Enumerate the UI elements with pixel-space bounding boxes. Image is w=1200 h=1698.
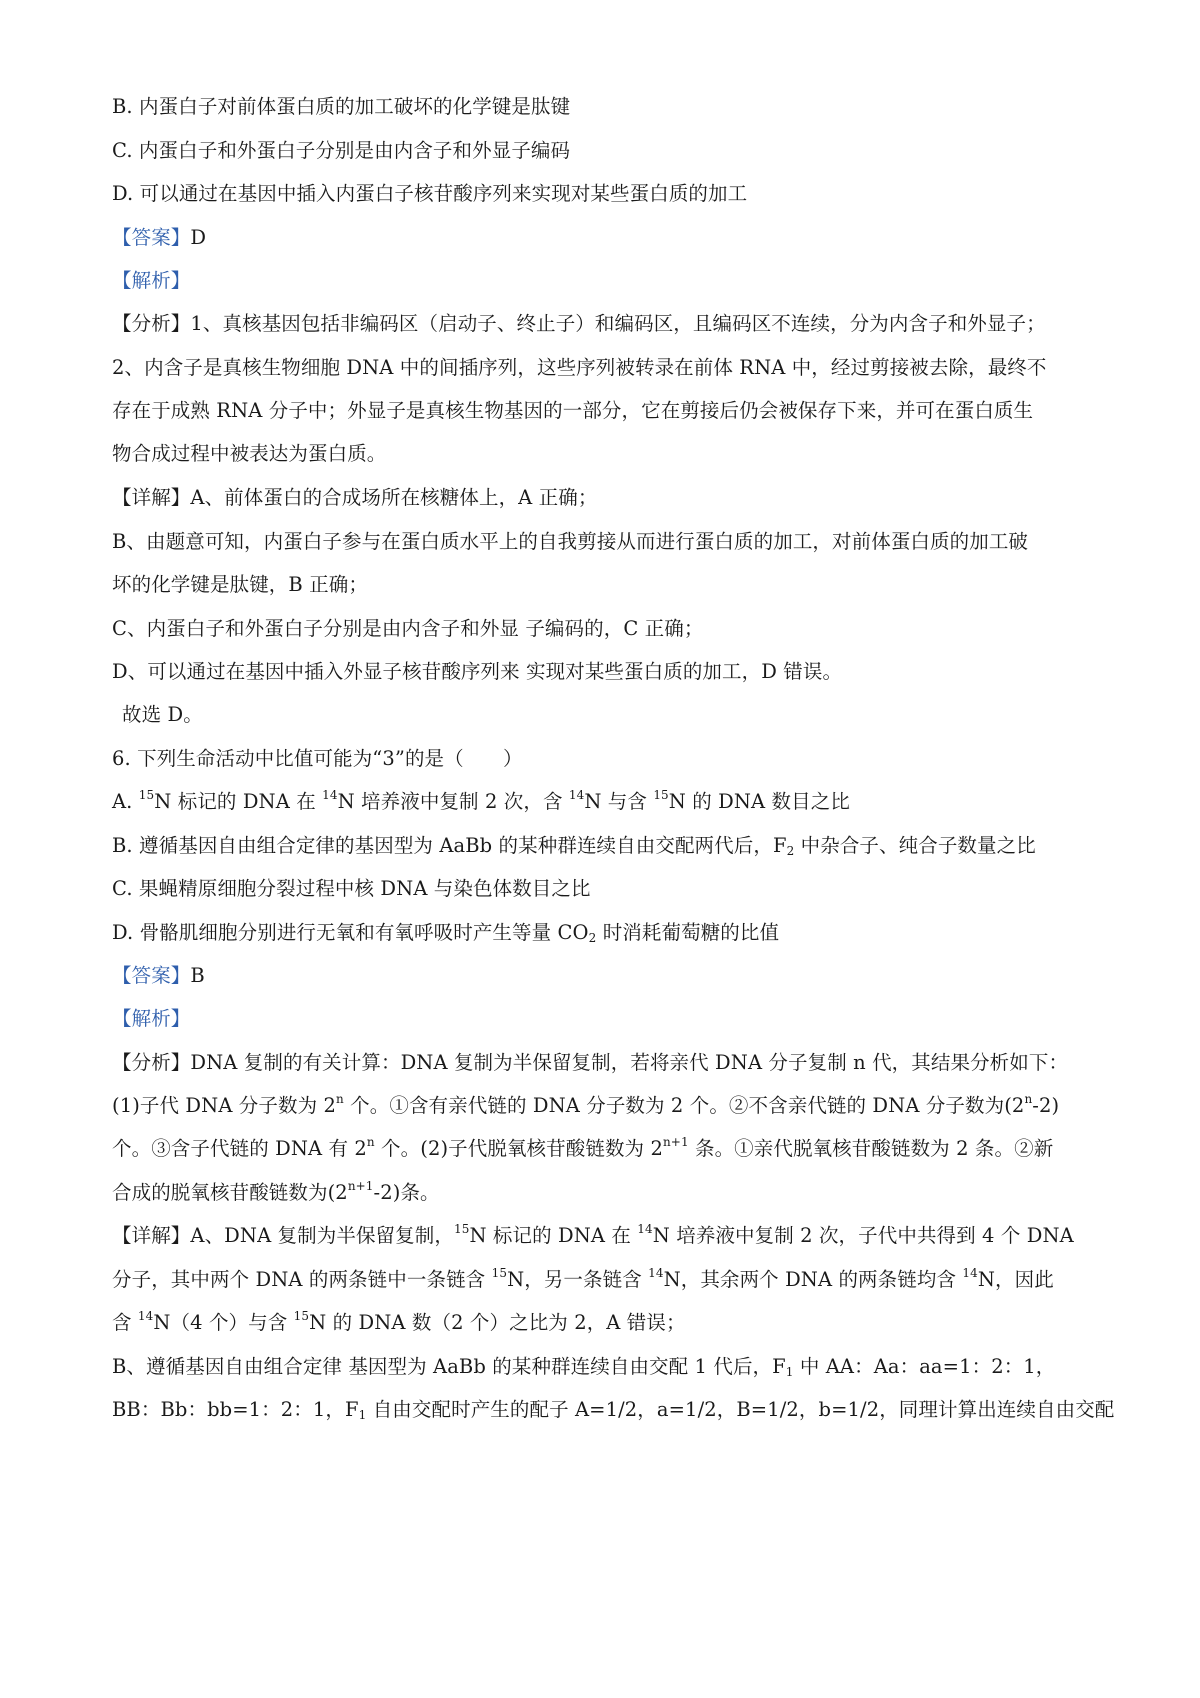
text-line [112, 660, 842, 684]
superscript: n+1 [347, 1179, 374, 1193]
line-text: B [190, 964, 205, 987]
text-segment: B. 遵循基因自由组合定律的基因型为 AaBb 的某种群连续自由交配两代后，F [112, 834, 787, 857]
text-segment: N 的 DNA 数（2 个）之比为 2，A 错误； [309, 1311, 686, 1334]
text-line [112, 617, 703, 641]
text-line [112, 312, 1046, 336]
superscript: 15 [138, 788, 155, 802]
subscript: 2 [588, 931, 597, 945]
text-segment: 个。③含子代链的 DNA 有 2 [112, 1137, 367, 1160]
text-line [112, 1268, 1054, 1292]
text-line [112, 1398, 1114, 1422]
line-text: 6. 下列生命活动中比值可能为“3”的是（ ） [112, 747, 523, 770]
superscript: n [366, 1135, 375, 1149]
line-text: B、由题意可知，内蛋白子参与在蛋白质水平上的自我剪接从而进行蛋白质的加工，对前体蛋白质的加工破 [112, 530, 1029, 553]
section-label: 【解析】 [112, 269, 191, 292]
superscript: 14 [648, 1266, 664, 1280]
text-segment: 中 AA：Aa：aa=1：2：1， [793, 1355, 1056, 1378]
text-segment: B、遵循基因自由组合定律 基因型为 AaBb 的某种群连续自由交配 1 代后，F [112, 1355, 786, 1378]
text-line [112, 1051, 1068, 1075]
text-segment: 中杂合子、纯合子数量之比 [794, 834, 1036, 857]
line-text: 存在于成熟 RNA 分子中；外显子是真核生物基因的一部分，它在剪接后仍会被保存下来，并可在蛋白质生 [112, 399, 1034, 422]
line-text: D. 可以通过在基因中插入内蛋白子核苷酸序列来实现对某些蛋白质的加工 [112, 182, 748, 205]
line-text: 物合成过程中被表达为蛋白质。 [112, 442, 387, 465]
superscript: n [1024, 1092, 1033, 1106]
line-text: 2、内含子是真核生物细胞 DNA 中的间插序列，这些序列被转录在前体 RNA 中，经过剪接被去除，最终不 [112, 356, 1047, 379]
text-line [112, 964, 205, 988]
text-segment: (1)子代 DNA 分子数为 2 [112, 1094, 337, 1117]
text-segment: -2) [1032, 1094, 1060, 1117]
text-line [112, 399, 1033, 423]
text-line [112, 182, 747, 206]
text-line [112, 139, 570, 163]
text-segment: N（4 个）与含 [153, 1311, 294, 1334]
superscript: n+1 [662, 1135, 689, 1149]
superscript: 15 [491, 1266, 508, 1280]
section-label: 【解析】 [112, 1007, 191, 1030]
line-text: C. 内蛋白子和外蛋白子分别是由内含子和外显子编码 [112, 139, 571, 162]
text-line [112, 1007, 190, 1031]
text-segment: 个。①含有亲代链的 DNA 分子数为 2 个。②不含亲代链的 DNA 分子数为(2 [343, 1094, 1025, 1117]
text-segment: D. 骨骼肌细胞分别进行无氧和有氧呼吸时产生等量 CO [112, 921, 589, 944]
text-line [112, 486, 597, 510]
section-label: 【答案】 [112, 226, 191, 249]
subscript: 1 [785, 1365, 794, 1379]
text-segment: N 培养液中复制 2 次，子代中共得到 4 个 DNA [652, 1224, 1074, 1247]
subscript: 2 [786, 844, 795, 858]
text-segment: 个。(2)子代脱氧核苷酸链数为 2 [374, 1137, 663, 1160]
superscript: 14 [962, 1266, 978, 1280]
subscript: 1 [358, 1408, 367, 1422]
text-segment: 【详解】A、DNA 复制为半保留复制， [112, 1224, 454, 1247]
text-segment: 时消耗葡萄糖的比值 [596, 921, 780, 944]
superscript: 15 [653, 788, 669, 802]
text-segment: -2)条。 [373, 1181, 440, 1204]
text-line [112, 834, 1036, 858]
superscript: 15 [293, 1309, 310, 1323]
text-segment: BB：Bb：bb=1：2：1，F [112, 1398, 359, 1421]
text-segment: 条。①亲代脱氧核苷酸链数为 2 条。②新 [688, 1137, 1054, 1160]
superscript: 14 [637, 1222, 653, 1236]
text-segment: A. [112, 790, 139, 813]
text-line [112, 877, 591, 901]
text-line [112, 1181, 440, 1205]
text-segment: 分子，其中两个 DNA 的两条链中一条链含 [112, 1268, 492, 1291]
text-line [122, 703, 203, 727]
text-line [112, 530, 1028, 554]
text-segment: N 与含 [584, 790, 654, 813]
text-line [112, 573, 368, 597]
text-segment: N，其余两个 DNA 的两条链均含 [663, 1268, 963, 1291]
text-line [112, 269, 190, 293]
text-segment: N 标记的 DNA 在 [154, 790, 323, 813]
text-line [112, 95, 570, 119]
text-line [112, 1224, 1074, 1248]
text-line [112, 226, 206, 250]
text-segment: 合成的脱氧核苷酸链数为(2 [112, 1181, 348, 1204]
text-segment: N，因此 [977, 1268, 1054, 1291]
superscript: 14 [137, 1309, 154, 1323]
line-text: 【详解】A、前体蛋白的合成场所在核糖体上，A 正确； [112, 486, 598, 509]
line-text: 【分析】DNA 复制的有关计算：DNA 复制为半保留复制，若将亲代 DNA 分子复制 n 代，其结果分析如下： [112, 1051, 1069, 1074]
superscript: 14 [322, 788, 338, 802]
superscript: n [336, 1092, 344, 1106]
section-label: 【答案】 [112, 964, 191, 987]
text-line [112, 356, 1047, 380]
line-text: 故选 D。 [122, 703, 203, 726]
text-segment: N 培养液中复制 2 次，含 [337, 790, 569, 813]
line-text: 坏的化学键是肽键，B 正确； [112, 573, 368, 596]
superscript: 15 [453, 1222, 470, 1236]
text-line [112, 790, 850, 814]
text-line [112, 1311, 686, 1335]
line-text: B. 内蛋白子对前体蛋白质的加工破坏的化学键是肽键 [112, 95, 571, 118]
text-segment: N 标记的 DNA 在 [469, 1224, 638, 1247]
text-segment: 自由交配时产生的配子 A=1/2，a=1/2，B=1/2，b=1/2，同理计算出连续自由交配 [366, 1398, 1115, 1421]
line-text: C. 果蝇精原细胞分裂过程中核 DNA 与染色体数目之比 [112, 877, 591, 900]
text-line [112, 442, 386, 466]
line-text: C、内蛋白子和外蛋白子分别是由内含子和外显 子编码的，C 正确； [112, 617, 704, 640]
text-segment: N，另一条链含 [507, 1268, 649, 1291]
text-line [112, 1094, 1059, 1118]
line-text: D、可以通过在基因中插入外显子核苷酸序列来 实现对某些蛋白质的加工，D 错误。 [112, 660, 843, 683]
text-line [112, 1355, 1055, 1379]
line-text: D [190, 226, 207, 249]
text-line [112, 921, 779, 945]
superscript: 14 [568, 788, 585, 802]
line-text: 【分析】1、真核基因包括非编码区（启动子、终止子）和编码区，且编码区不连续，分为内含子和外显子； [112, 312, 1046, 335]
text-segment: N 的 DNA 数目之比 [668, 790, 850, 813]
text-line [112, 1137, 1053, 1161]
text-segment: 含 [112, 1311, 138, 1334]
text-line [112, 747, 523, 771]
